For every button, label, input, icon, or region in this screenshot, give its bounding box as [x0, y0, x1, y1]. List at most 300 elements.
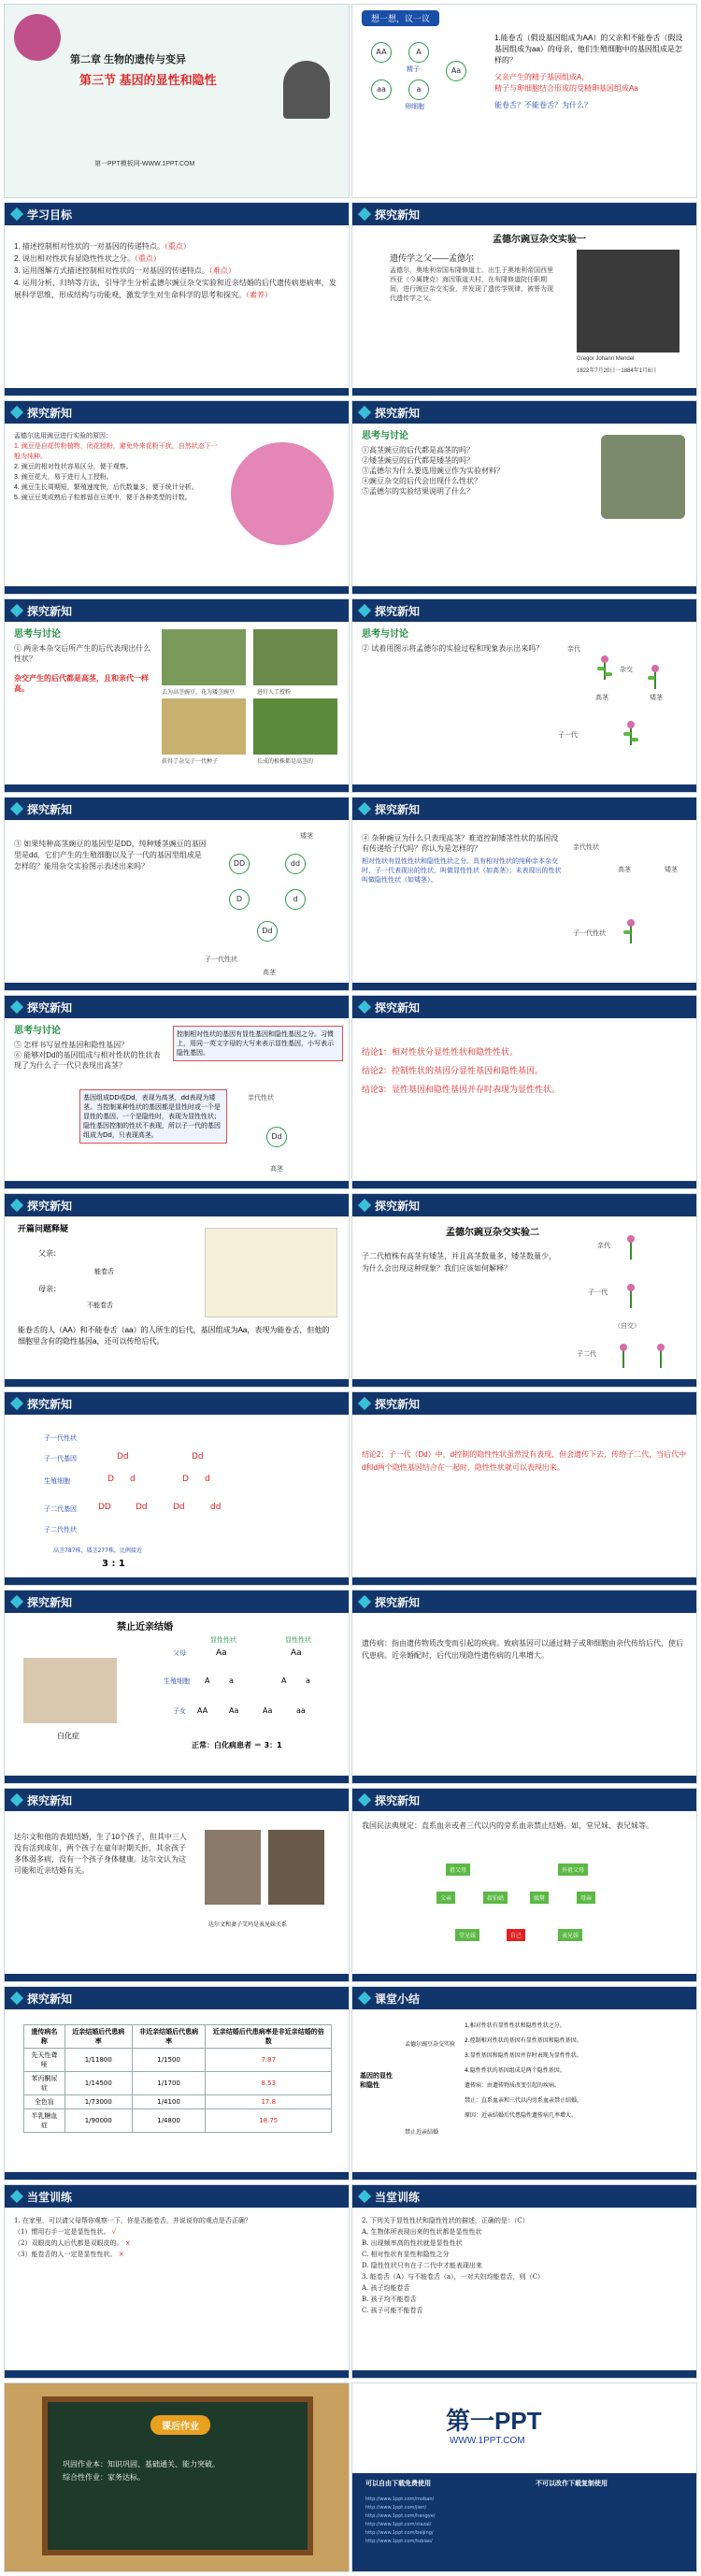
node-uncles: 叔伯姑 — [483, 1892, 508, 1904]
slide-gene-notation[interactable] — [4, 995, 350, 1189]
logo-url: WWW.1PPT.COM — [450, 2436, 525, 2446]
slide-goals[interactable] — [4, 202, 350, 396]
summary-6: 禁止：直系血亲和三代以内旁系血亲禁止结婚。 — [465, 2097, 583, 2104]
answer-4: 相对性状有显性性状和隐性性状之分。具有相对性状的纯种亲本杂交时，子一代表现出的性状，叫做显性性状（如高茎）；未表现出的性状叫做隐性性状（如矮茎）。 — [362, 858, 562, 884]
genotype-box: 基因组成DD或Dd，表现为高茎，dd表现为矮茎。当控制某种性状的基因都是显性时或一个是显性的基因、一个是隐性时，表现为显性性状；隐性基因控制的性状不表现，所以子一代的基因组成为Dd，只表现高茎。 — [79, 1089, 227, 1144]
count-note: 高茎787株，矮茎277株，比例接近 — [53, 1547, 142, 1554]
table-cell: 1/73000 — [64, 2095, 132, 2109]
summary-4: 4.隐性性状的基因组成是两个隐性基因。 — [465, 2067, 565, 2074]
discussion-3: ③孟德尔为什么要选用豌豆作为实验材料？ — [362, 467, 504, 475]
darwin-caption: 达尔文和妻子艾玛是表兄妹关系 — [208, 1921, 288, 1928]
slide-heading: 探究新知 — [375, 407, 421, 420]
slide-heading: 当堂训练 — [27, 2191, 73, 2204]
slide-heading: 探究新知 — [375, 1794, 421, 1807]
gamete-A-1: A — [205, 1677, 210, 1685]
diamond-icon — [358, 604, 371, 617]
goal-4-text: 4. 运用分析、归纳等方法，引导学生分析孟德尔豌豆杂交实验和近亲结婚的后代遗传病患病率，发展科学思维，形成结构与功能观，激发学生对生命科学的思考和探究。 — [14, 279, 336, 299]
practice-q2-c: C. 相对性状有显性和隐性之分 — [362, 2251, 450, 2258]
caption-1: 去为高茎豌豆，花为矮茎豌豆 — [162, 689, 236, 696]
table-cell: 全色盲 — [24, 2095, 65, 2109]
gamete-A-2: A — [281, 1677, 287, 1685]
slide-end[interactable] — [351, 2382, 697, 2572]
license-area — [352, 2473, 696, 2572]
emma-portrait — [205, 1830, 261, 1905]
practice-q3-c: C. 孩子可能不能卷舌 — [362, 2307, 423, 2314]
link[interactable]: http://www.1ppt.com/jieri/ — [365, 2505, 427, 2511]
link[interactable]: http://www.1ppt.com/moban/ — [365, 2497, 435, 2502]
diamond-icon — [10, 604, 23, 617]
slide-title[interactable] — [4, 4, 350, 198]
table-header: 近亲结婚后代患病率 — [64, 2025, 132, 2049]
node-mother: 母亲 — [577, 1892, 595, 1904]
experiment-title: 孟德尔豌豆杂交实验一 — [493, 235, 586, 245]
diamond-icon — [358, 1000, 371, 1014]
reason-2: 2. 豌豆的相对性状容易区分，便于观察。 — [14, 464, 133, 470]
slide-conclusion-1[interactable] — [351, 995, 697, 1189]
practice-opt-2 — [14, 2238, 339, 2249]
homework-line-1: 巩固作业本：知识巩固、基础通关、能力突破。 — [63, 2460, 220, 2468]
homework-title: 课后作业 — [150, 2415, 210, 2435]
slide-consanguinity[interactable] — [4, 1590, 350, 1784]
trait-left: 显性性状 — [210, 1636, 236, 1644]
reason-lead: 孟德尔选用豌豆进行实验的原因： — [14, 433, 112, 439]
discussion-1: ①高茎豌豆的后代都是高茎的吗？ — [362, 446, 474, 454]
summary-3: 3.显性基因和隐性基因并存时表现为显性性状。 — [465, 2052, 582, 2059]
practice-opt-3 — [14, 2249, 339, 2260]
diamond-icon — [358, 2190, 371, 2203]
table-cell: 1/1700 — [132, 2072, 206, 2095]
mendel-garden-image — [601, 435, 685, 519]
slide-heading: 探究新知 — [375, 1596, 421, 1609]
discussion-head: 思考与讨论 — [14, 629, 61, 640]
gamete-d1: d — [130, 1475, 136, 1484]
logo-area — [352, 2383, 696, 2473]
slide-genotype[interactable] — [4, 797, 350, 991]
question-3: ③ 如果纯种高茎豌豆的基因型是DD，纯种矮茎豌豆的基因型是dd，它们产生的生殖细胞以及子一代的基因型组成是怎样的？能用杂交实验图示表述出来吗？ — [14, 840, 207, 871]
diamond-icon — [358, 1992, 371, 2005]
slide-heading: 探究新知 — [375, 1200, 421, 1213]
tall-plant-icon — [623, 1235, 638, 1259]
mother-label: 母亲： — [38, 1285, 61, 1293]
label-parent: 亲代 — [597, 1242, 610, 1249]
label-f2-trait: 子二代性状 — [44, 1526, 77, 1533]
mendel-name: 遗传学之父——孟德尔 — [390, 253, 475, 263]
practice-q2-b: B. 出现频率高的性状就是显性性状 — [362, 2239, 463, 2247]
summary-7: 原因：近亲结婚后代患隐性遗传病几率增大。 — [465, 2112, 578, 2119]
discussion-4: ④豌豆杂交的后代会出现什么性状？ — [362, 477, 481, 485]
gene-Dd: Dd — [266, 1127, 287, 1147]
gamete-a-2: a — [306, 1677, 310, 1685]
think-q3: 精子与卵细胞结合形成的受精卵基因组成Aa — [494, 84, 638, 93]
gene-a: a — [408, 79, 429, 100]
conclusion-3: 结论3：显性基因和隐性基因并存时表现为显性性状。 — [362, 1085, 561, 1094]
table-row — [24, 2095, 332, 2109]
can-roll-label: 能卷舌 — [94, 1268, 114, 1275]
mendel-bio: 孟德尔，奥地利帝国布隆修道士。出生于奥地利帝国西里西亚（今属捷克）海因策道夫村，在布隆修道院任职期间，进行豌豆杂交实验，并发现了遗传学规律，被誉为现代遗传学之父。 — [390, 267, 553, 302]
discussion-5: ⑤孟德尔的实验结果说明了什么？ — [362, 487, 474, 496]
caption-4: 长成的植株都是高茎的 — [257, 758, 314, 765]
offspring-plant-icon — [623, 919, 638, 943]
conclusion-2: 结论2：控制性状的基因分显性基因和隐性基因。 — [362, 1066, 544, 1075]
slide-discussion-1[interactable] — [351, 400, 697, 595]
slide-mendel[interactable] — [351, 202, 697, 396]
label-f1-trait: 子一代性状 — [44, 1434, 77, 1442]
slide-marriage-law[interactable] — [351, 1788, 697, 1982]
slide-summary[interactable] — [351, 1986, 697, 2180]
section-heading: 禁止近亲结婚 — [117, 1622, 173, 1633]
f1-plant-icon — [623, 1284, 638, 1308]
node-self: 自己 — [507, 1929, 525, 1941]
slide-heading: 探究新知 — [375, 605, 421, 618]
label-parent-trait: 亲代性状 — [248, 1094, 274, 1101]
darwin-text: 达尔文和他的表姐结婚，生了10个孩子，但其中三人没有活到成年，两个孩子在童年时期夭折，其余孩子多体弱多病，没有一个孩子身体健康。达尔文认为这可能和近亲结婚有关。 — [14, 1833, 187, 1875]
tall-plant-icon — [597, 655, 612, 680]
flower-image — [14, 14, 61, 61]
goal-3-text: 3. 运用图解方式描述控制相对性状的一对基因的传递特点。 — [14, 266, 209, 275]
kinship-tree — [408, 1864, 642, 1966]
label-tall: 高茎 — [263, 969, 276, 976]
table-cell: 1/90000 — [64, 2109, 132, 2133]
dominant-gene-box: 控制相对性状的基因有显性基因和隐性基因之分。习惯上，用同一英文字母的大写来表示显性基因，小写表示隐性基因。 — [173, 1026, 343, 1061]
practice-q2: 2. 下列关于显性性状和隐性性状的描述，正确的是：（C） — [362, 2217, 529, 2224]
diamond-icon — [358, 208, 371, 221]
label-tall: 高茎 — [595, 694, 608, 701]
node-maternal-grandparents: 外祖父母 — [558, 1864, 588, 1876]
table-cell: 8.53 — [206, 2072, 332, 2095]
practice-opt-1 — [14, 2226, 339, 2238]
law-text: 我国民法典规定：直系血亲或者三代以内的旁系血亲禁止结婚。如，堂兄妹、表兄妹等。 — [362, 1821, 653, 1830]
caption-2: 进行人工授粉 — [257, 689, 292, 696]
slide-heading: 探究新知 — [375, 803, 421, 816]
label-tall: 高茎 — [618, 866, 631, 873]
goal-4-tag: （素养） — [246, 291, 272, 299]
pea-field-image — [162, 629, 246, 685]
slide-disease-table[interactable] — [4, 1986, 350, 2180]
goal-2 — [14, 252, 339, 265]
goal-2-text: 2. 说出相对性状有显隐性性状之分。 — [14, 254, 135, 263]
gene-dd: dd — [285, 854, 306, 874]
f2-DD: DD — [98, 1503, 111, 1512]
table-cell: 先天性聋哑 — [24, 2049, 65, 2072]
reason-3: 3. 豌豆花大，易于进行人工授粉。 — [14, 474, 113, 481]
slide-think[interactable] — [351, 4, 697, 198]
table-row — [24, 2049, 332, 2072]
question-1: ① 两亲本杂交后所产生的后代表现出什么性状？ — [14, 644, 151, 663]
homework-line-2: 综合性作业：家务达标。 — [63, 2473, 145, 2482]
tall-plants-image — [253, 698, 337, 755]
link[interactable]: http://www.1ppt.com/xiazai/ — [365, 2522, 432, 2527]
f2-Dd-2: Dd — [173, 1503, 185, 1512]
goal-4 — [14, 277, 339, 301]
label-f1-trait: 子一代性状 — [205, 956, 237, 963]
homework-text — [63, 2458, 220, 2484]
conclusion-1: 结论1：相对性状分显性性状和隐性性状。 — [362, 1047, 519, 1057]
link-list[interactable] — [365, 2496, 435, 2546]
slide-heading: 探究新知 — [27, 1993, 73, 2006]
slide-tongue-roll[interactable] — [4, 1193, 350, 1388]
table-cell: 1/14500 — [64, 2072, 132, 2095]
link[interactable]: http://www.1ppt.com/beijing/ — [365, 2530, 434, 2536]
goal-2-tag: （重点） — [134, 254, 161, 263]
license-right: 不可以改作下载复制使用 — [536, 2480, 608, 2487]
slide-pea-reason[interactable] — [4, 400, 350, 595]
node-cousin-2: 表兄妹 — [558, 1929, 582, 1941]
slide-experiment-2[interactable] — [351, 1193, 697, 1388]
site-label: 第一PPT模板网-WWW.1PPT.COM — [94, 161, 195, 167]
gamete-d2: d — [205, 1475, 210, 1484]
diamond-icon — [358, 1793, 371, 1806]
table-header: 遗传病名称 — [24, 2025, 65, 2049]
f2-Dd-1: Dd — [136, 1503, 148, 1512]
discussion-head: 思考与讨论 — [362, 431, 408, 441]
slide-heading: 探究新知 — [27, 1001, 73, 1015]
f2-plant-icon — [653, 1344, 668, 1368]
slide-genetic-disease[interactable] — [351, 1590, 697, 1784]
cross-icon: × — [118, 2251, 124, 2258]
slide-heading: 探究新知 — [375, 1398, 421, 1411]
f2-plant-icon — [616, 1344, 631, 1368]
diamond-icon — [10, 1397, 23, 1410]
albinism-caption: 白化症 — [57, 1732, 79, 1740]
node-grandparents: 祖父母 — [446, 1864, 470, 1876]
label-short: 矮茎 — [650, 694, 663, 701]
node-aunts: 姨舅 — [530, 1892, 549, 1904]
label-f2-gene: 子二代基因 — [44, 1505, 77, 1513]
table-cell: 1/1500 — [132, 2049, 206, 2072]
label-f2: 子二代 — [577, 1350, 596, 1358]
summary-center: 基因的显性和隐性 — [360, 2072, 393, 2089]
child-Aa-1: Aa — [229, 1706, 239, 1715]
goal-1-tag: （重点） — [164, 242, 191, 251]
link[interactable]: http://www.1ppt.com/hangye/ — [365, 2513, 436, 2519]
diamond-icon — [10, 1595, 23, 1608]
gene-f1-right: Dd — [192, 1452, 204, 1461]
think-q4: 能卷舌？不能卷舌？为什么？ — [494, 101, 592, 109]
gene-D: D — [229, 889, 250, 910]
diamond-icon — [358, 802, 371, 815]
summary-items — [465, 2019, 689, 2123]
label-f1-trait: 子一代性状 — [573, 929, 606, 937]
diamond-icon — [10, 2190, 23, 2203]
slide-heading: 探究新知 — [27, 1398, 73, 1411]
diamond-icon — [10, 1199, 23, 1212]
slide-heading: 课堂小结 — [375, 1993, 421, 2006]
question-5: ⑤ 怎样书写显性基因和隐性基因？ — [14, 1041, 129, 1049]
slide-segregation[interactable] — [4, 1391, 350, 1586]
slide-heading: 探究新知 — [27, 1200, 73, 1213]
diamond-icon — [358, 1595, 371, 1608]
practice-q3-b: B. 孩子均不能卷舌 — [362, 2295, 417, 2303]
label-offspring: 子一代 — [558, 731, 578, 739]
child-Aa-2: Aa — [263, 1706, 273, 1715]
experiment-2-text: 子二代植株有高茎有矮茎，并且高茎数量多，矮茎数量少，为什么会出现这种现象？我们应该如何解释？ — [362, 1252, 556, 1273]
table-header: 近亲结婚后代患病率是非近亲结婚的倍数 — [206, 2025, 332, 2049]
gamete-D1: D — [107, 1475, 114, 1484]
conclusion-2-text: 结论2：子一代（Dd）中，d控制的隐性性状虽然没有表现，但会遗传下去，传给子二代，当后代中d和d两个隐性基因结合在一起时，隐性性状就可以表现出来。 — [362, 1450, 687, 1472]
gene-Dd: Dd — [257, 921, 278, 942]
darwin-portrait — [268, 1830, 324, 1905]
seeds-image — [162, 698, 246, 755]
gene-f1-left: Dd — [117, 1452, 129, 1461]
check-icon: √ — [111, 2228, 117, 2236]
label-self: （自交） — [614, 1322, 640, 1330]
table-cell: 17.8 — [206, 2095, 332, 2109]
label-parents: 父母 — [173, 1649, 186, 1657]
link[interactable]: http://www.1ppt.com/tubiao/ — [365, 2539, 433, 2544]
license-left: 可以自由下载免费使用 — [365, 2480, 431, 2487]
slide-heading: 学习目标 — [27, 209, 73, 222]
father-label: 父亲： — [38, 1249, 61, 1258]
table-cell: 半乳糖血症 — [24, 2109, 65, 2133]
think-q2: 父亲产生的精子基因组成A， — [494, 73, 590, 81]
photo-dates: 1822年7月20日－1884年1月6日 — [577, 368, 657, 374]
practice-opt-1-text: （1）惯用右手一定是显性性状。 — [14, 2228, 110, 2236]
caption-3: 获得了杂交子一代种子 — [162, 758, 219, 765]
table-header: 非近亲结婚后代患病率 — [132, 2025, 206, 2049]
offspring-plant-icon — [623, 721, 638, 745]
goal-3 — [14, 265, 339, 277]
table-header-row — [24, 2025, 332, 2049]
label-gametes: 生殖细胞 — [164, 1677, 190, 1685]
slide-homework[interactable] — [4, 2382, 350, 2572]
chalkboard — [42, 2396, 313, 2555]
label-children: 子女 — [173, 1707, 186, 1715]
think-badge: 想一想，议一议 — [362, 10, 439, 26]
diamond-icon — [358, 1199, 371, 1212]
albinism-photo — [23, 1658, 117, 1723]
label-parent-trait: 亲代性状 — [573, 843, 599, 851]
label-f1-gene: 子一代基因 — [44, 1455, 77, 1462]
mendel-portrait — [283, 61, 330, 119]
parent-Aa-1: Aa — [216, 1648, 227, 1658]
pollination-image — [253, 629, 337, 685]
reason-4: 4. 豌豆生长周期短，繁殖速度快，后代数量多，便于统计分析。 — [14, 484, 198, 491]
discussion-head: 思考与讨论 — [362, 629, 408, 640]
table-cell: 1/4800 — [132, 2109, 206, 2133]
branch-1: 孟德尔豌豆杂交实验 — [405, 2041, 456, 2048]
label-short: 矮茎 — [665, 866, 678, 873]
goal-3-tag: （难点） — [208, 266, 236, 275]
gene-DD: DD — [229, 854, 250, 874]
table-row — [24, 2109, 332, 2133]
logo-text: 第一PPT — [446, 2407, 542, 2435]
practice-q3: 3. 能卷舌（A）与不能卷舌（a），一对夫妇均能卷舌，则（C） — [362, 2273, 544, 2281]
label-parent: 亲代 — [567, 645, 580, 653]
think-text — [494, 33, 687, 111]
question-6: ⑥ 能够对Dd的基因组成与相对性状的性状表现了为什么子一代只表现出高茎？ — [14, 1051, 161, 1070]
node-father: 父亲 — [436, 1892, 455, 1904]
slide-conclusion-2[interactable] — [351, 1391, 697, 1586]
diamond-icon — [358, 1397, 371, 1410]
experiment-title: 孟德尔豌豆杂交实验二 — [446, 1228, 539, 1238]
summary-1: 1.相对性状有显性性状和隐性性状之分。 — [465, 2022, 565, 2029]
reason-1: 1. 豌豆是自花传粉植物，闭花授粉，避免外来花粉干扰，自然状态下一般为纯种。 — [14, 443, 218, 460]
discussion-2: ②矮茎豌豆的后代都是矮茎的吗？ — [362, 456, 474, 465]
pea-flower-image — [231, 442, 334, 545]
summary-2: 2.控制相对性状的基因有显性基因和隐性基因。 — [465, 2037, 582, 2044]
slide-practice-2[interactable] — [351, 2184, 697, 2379]
slide-heading: 探究新知 — [27, 803, 73, 816]
chromosome-diagram — [205, 1228, 337, 1317]
slide-heading: 当堂训练 — [375, 2191, 421, 2204]
branch-2: 禁止近亲结婚 — [405, 2129, 439, 2136]
practice-q3-a: A. 孩子均能卷舌 — [362, 2284, 410, 2292]
tongue-text: 能卷舌的人（AA）和不能卷舌（aa）的人所生的后代，基因组成为Aa，表现为能卷舌，但他的细胞里含有的隐性基因a，还可以传给后代。 — [18, 1326, 330, 1346]
label-gamete: 生殖细胞 — [44, 1477, 70, 1485]
trait-right: 显性性状 — [285, 1636, 311, 1644]
parent-Aa-2: Aa — [291, 1648, 302, 1658]
label-f1: 子一代 — [588, 1288, 608, 1296]
chapter-title: 第二章 生物的遗传与变异 — [70, 54, 187, 65]
short-plant-icon — [648, 665, 663, 689]
mendel-photo — [577, 250, 680, 353]
ratio-result: 正常：白化病患者 ＝ 3：1 — [192, 1741, 282, 1749]
summary-5: 遗传病：由遗传物质改变引起的疾病。 — [465, 2082, 561, 2089]
gene-Aa: Aa — [446, 61, 466, 81]
slide-heading: 探究新知 — [27, 1596, 73, 1609]
diamond-icon — [10, 802, 23, 815]
practice-opt-2-text: （2）双眼皮的人后代都是双眼皮的。 — [14, 2239, 123, 2247]
label-cross: 杂交 — [620, 666, 633, 673]
practice-q2-a: A. 生物体所表现出来的性状都是显性性状 — [362, 2228, 482, 2236]
gene-aa: aa — [371, 79, 392, 100]
disease-text: 遗传病：指由遗传物质改变而引起的疾病。致病基因可以通过精子或卵细胞由亲代传给后代，使后代患病。近亲婚配时，后代出现隐性遗传病的几率增大。 — [362, 1639, 683, 1660]
slide-heading: 探究新知 — [27, 1794, 73, 1807]
slide-practice-1[interactable] — [4, 2184, 350, 2379]
slide-heading: 探究新知 — [27, 605, 73, 618]
table-row — [24, 2072, 332, 2095]
practice-q2-d: D. 隐性性状只有在子二代中才能表现出来 — [362, 2262, 482, 2269]
label-tall: 高茎 — [270, 1165, 283, 1173]
slide-darwin[interactable] — [4, 1788, 350, 1982]
slide-dominance[interactable] — [351, 797, 697, 991]
section-title: 第三节 基因的显性和隐性 — [79, 73, 217, 87]
slide-discussion-3[interactable] — [351, 598, 697, 793]
disease-table — [23, 2024, 332, 2133]
table-cell: 1/11800 — [64, 2049, 132, 2072]
slide-discussion-2[interactable] — [4, 598, 350, 793]
table-cell: 苯丙酮尿症 — [24, 2072, 65, 2095]
cross-icon: × — [124, 2239, 131, 2247]
question-2: ② 试着用图示将孟德尔的实验过程和现象表示出来吗？ — [362, 644, 544, 653]
child-aa: aa — [296, 1706, 306, 1715]
answer-1: 杂交产生的后代都是高茎，且和亲代一样高。 — [14, 674, 149, 693]
question-4: ④ 杂种豌豆为什么只表现高茎？难道控制矮茎性状的基因没有传递给子代吗？你认为是怎样的？ — [362, 834, 559, 853]
practice-opt-3-text: （3）能卷舌的人一定是显性性状。 — [14, 2251, 117, 2258]
ratio-text: 3 : 1 — [102, 1559, 125, 1569]
think-q1: 1.能卷舌（假设基因组成为AA）的父亲和不能卷舌（假设基因组成为aa）的母亲，他们生殖细胞中的基因组成是怎样的？ — [494, 34, 683, 65]
label-egg: 卵细胞 — [405, 103, 424, 110]
gamete-D2: D — [182, 1475, 189, 1484]
diamond-icon — [10, 1793, 23, 1806]
gene-A: A — [408, 42, 429, 63]
photo-caption: Gregor Johann Mendel — [577, 356, 635, 362]
gamete-a-1: a — [229, 1677, 234, 1685]
diamond-icon — [358, 406, 371, 419]
diamond-icon — [10, 1000, 23, 1014]
table-cell: 18.75 — [206, 2109, 332, 2133]
cannot-roll-label: 不能卷舌 — [87, 1302, 113, 1309]
label-sperm: 精子 — [407, 65, 420, 73]
f2-dd: dd — [210, 1503, 222, 1512]
goal-1-text: 1. 描述控制相对性状的一对基因的传递特点。 — [14, 242, 165, 251]
goal-1 — [14, 240, 339, 252]
table-cell: 1/4100 — [132, 2095, 206, 2109]
opening-question: 开篇问题释疑 — [18, 1224, 69, 1233]
table-cell: 7.87 — [206, 2049, 332, 2072]
slide-heading: 探究新知 — [375, 209, 421, 222]
discussion-head: 思考与讨论 — [14, 1026, 61, 1036]
